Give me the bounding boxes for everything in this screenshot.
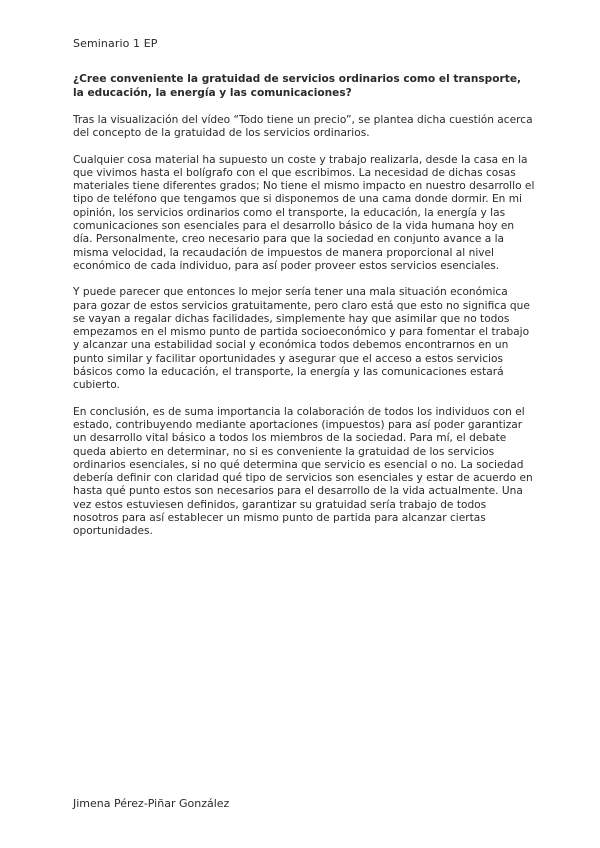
paragraph-intro: Tras la visualización del vídeo “Todo tiene un precio”, se plantea dicha cuestión acerca del concepto de la gratuidad de los servicios ordinarios. xyxy=(73,114,533,140)
document-header: Seminario 1 EP xyxy=(73,37,158,50)
author-name: Jimena Pérez-Piñar González xyxy=(73,797,230,810)
paragraph-conclusion: En conclusión, es de suma importancia la colaboración de todos los individuos con el estado, contribuyendo mediante aportaciones (impuestos) para así poder garantizar un desarrollo vital básico a todos los miembros de la sociedad. Para mí, el debate queda abierto en determinar, no si es conveniente la gratuidad de los servicios ordinarios esenciales, si no qué determina que servicio es esencial o no. La sociedad debería definir con claridad qué tipo de servicios son esenciales y estar de acuerdo en hasta qué punto estos son necesarios para el desarrollo de la vida actualmente. Una vez estos estuviesen definidos, garantizar su gratuidad sería trabajo de todos nosotros para así establecer un mismo punto de partida para alcanzar ciertas oportunidades. xyxy=(73,405,533,538)
question-heading: ¿Cree conveniente la gratuidad de servicios ordinarios como el transporte, la educación, la energía y las comunicaciones? xyxy=(73,73,522,99)
paragraph-opinion: Cualquier cosa material ha supuesto un coste y trabajo realizarla, desde la casa en la que vivimos hasta el bolígrafo con el que escribimos. La necesidad de dichas cosas materiales tiene diferentes grados; No tiene el mismo impacto en nuestro desarrollo el tipo de teléfono que tengamos que si disponemos de una cama donde dormir. En mi opinión, los servicios ordinarios como el transporte, la educación, la energía y las comunicaciones son esenciales para el desarrollo básico de la vida humana hoy en día. Personalmente, creo necesario para que la sociedad en conjunto avance a la misma velocidad, la recaudación de impuestos de manera proporcional al nivel económico de cada individuo, para así poder proveer estos servicios esenciales. xyxy=(73,153,535,272)
paragraph-argument: Y puede parecer que entonces lo mejor sería tener una mala situación económica para gozar de estos servicios gratuitamente, pero claro está que esto no significa que se vayan a regalar dichas facilidades, simplemente hay que asimilar que no todos empezamos en el mismo punto de partida socioeconómico y para fomentar el trabajo y alcanzar una estabilidad social y económica todos debemos encontrarnos en un punto similar y facilitar oportunidades y asegurar que el acceso a estos servicios básicos como la educación, el transporte, la energía y las comunicaciones estará cubierto. xyxy=(73,286,530,392)
document-body xyxy=(73,72,535,552)
